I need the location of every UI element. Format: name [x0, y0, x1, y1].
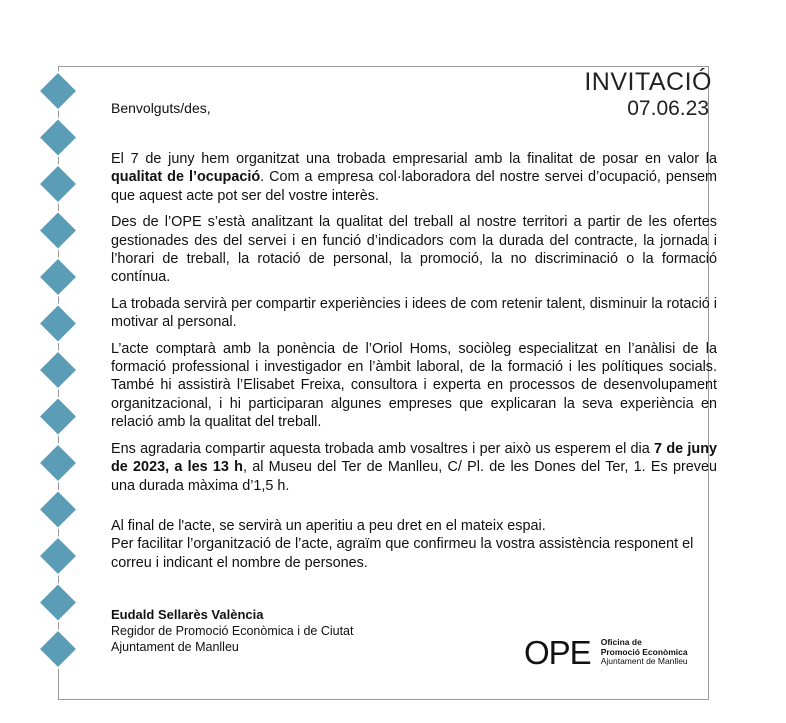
highlight-date-time: 7 de juny de 2023, a les 13 h: [111, 440, 717, 476]
diamond-shape: [39, 305, 77, 343]
diamond-shape: [39, 398, 77, 436]
paragraph-event-details: Ens agradaria compartir aquesta trobada amb vosaltres i per això us esperem el dia 7 de juny de 2023, a les 13 h, al Museu del Ter de Manlleu, C/ Pl. de les Dones del Ter, 1. Es preveu una durada màxima d’1,5 h.: [111, 440, 717, 494]
diamond-shape: [39, 119, 77, 157]
diamond-shape: [39, 491, 77, 529]
diamond-shape: [39, 165, 77, 203]
diamond-shape: [39, 444, 77, 482]
diamond-shape: [39, 584, 77, 622]
signature-name: Eudald Sellarès València: [111, 607, 264, 622]
ope-logo-text: Oficina de Promoció Econòmica Ajuntament de Manlleu: [600, 637, 688, 667]
ope-logo-mark: OPE: [524, 634, 591, 671]
greeting: Benvolguts/des,: [111, 100, 211, 116]
paragraph-speakers: L’acte comptarà amb la ponència de l’Oriol Homs, sociòleg especialitzat en l’anàlisi de la formació professional i investigador en l’àmbit laboral, de la formació i les polítiques socials. També hi assistirà l’Elisabet Freixa, consultora i experta en processos de desenvolupament organitzacional, i hi participaran algunes empreses que explicaran la seva experiència en relació amb la qualitat del treball.: [111, 340, 717, 431]
paragraph-intro: El 7 de juny hem organitzat una trobada empresarial amb la finalitat de posar en valor la qualitat de l’ocupació. Com a empresa col·laboradora del nostre servei d’ocupació, pensem que aquest acte pot ser del vostre interès.: [111, 151, 718, 204]
closing-rsvp: Per facilitar l’organització de l’acte, agraïm que confirmeu la vostra assistència responent el correu i indicant el nombre de persones.: [111, 536, 694, 571]
paragraph-purpose: La trobada servirà per compartir experiències i idees de com retenir talent, disminuir la rotació i motivar al personal.: [111, 295, 717, 331]
paragraph-analysis: Des de l’OPE s’està analitzant la qualitat del treball al nostre territori a partir de les ofertes gestionades des del servei i en funció d’indicadors com la durada del contracte, la jornada i l’horari de treball, la rotació de personal, la promoció, la no discriminació o la formació contínua.: [111, 214, 717, 286]
ope-logo: [524, 636, 688, 669]
diamond-shape: [39, 537, 77, 575]
diamond-shape: [39, 212, 77, 250]
diamond-shape: [39, 72, 77, 110]
diamond-border-decoration: [0, 0, 90, 723]
invitation-date: 07.06.23: [627, 97, 709, 120]
diamond-shape: [39, 258, 77, 296]
signature-role: Regidor de Promoció Econòmica i de Ciutat: [111, 624, 354, 638]
signature-block: [111, 607, 353, 655]
invitation-title: INVITACIÓ: [584, 68, 712, 96]
signature-org: Ajuntament de Manlleu: [111, 640, 239, 654]
diamond-shape: [39, 630, 77, 668]
diamond-shape: [39, 351, 77, 389]
paragraph-closing: [111, 517, 717, 572]
letter-body: [111, 150, 717, 580]
highlight-quality: qualitat de l’ocupació: [111, 169, 261, 186]
closing-aperitif: Al final de l'acte, se servirà un aperitiu a peu dret en el mateix espai.: [111, 517, 546, 534]
